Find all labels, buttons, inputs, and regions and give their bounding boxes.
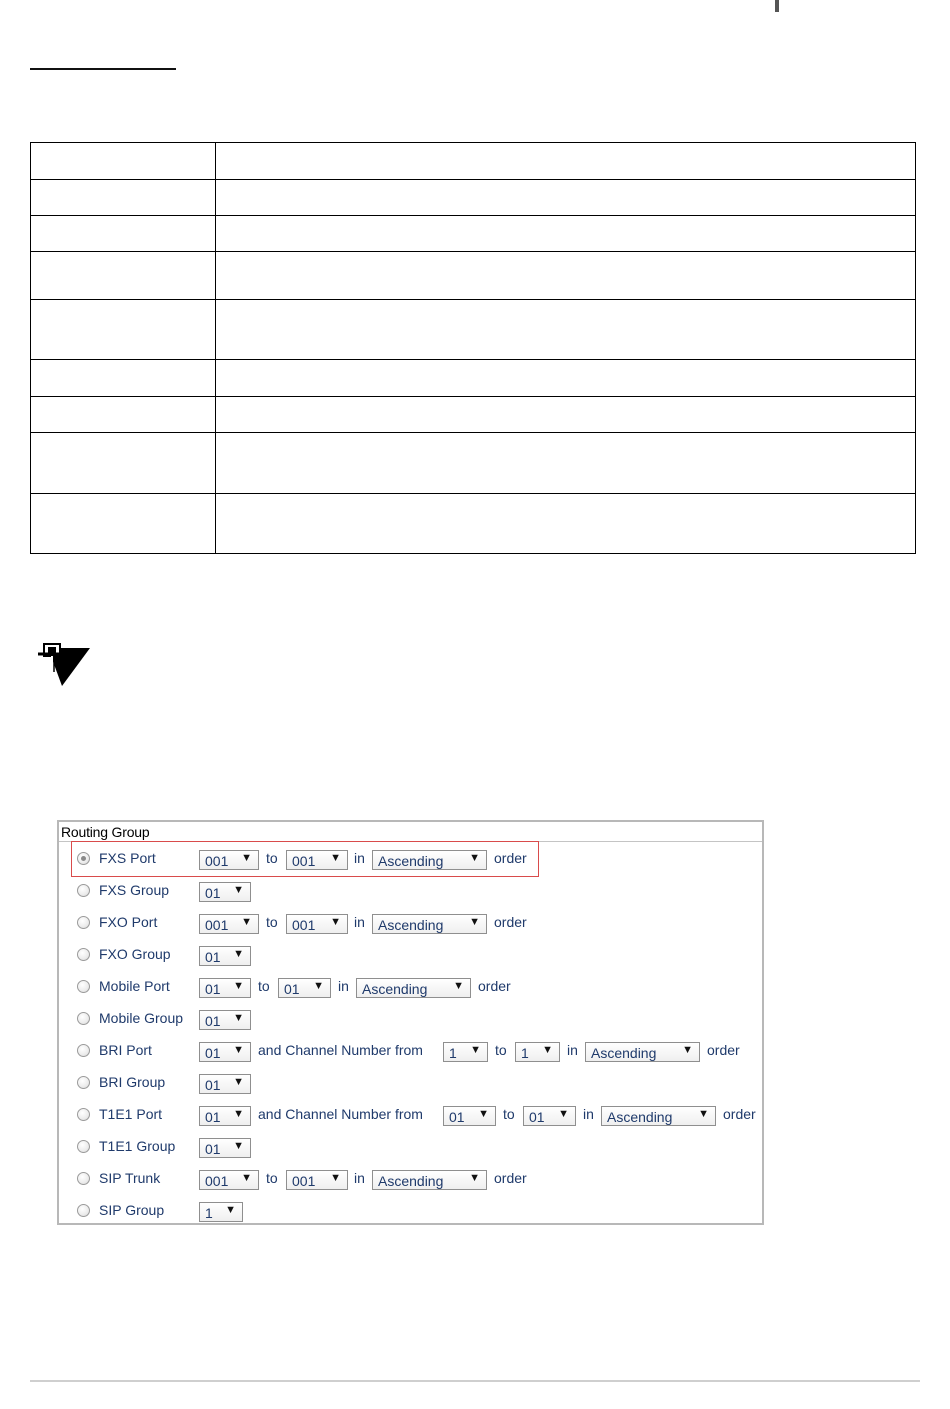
select-value: 001 xyxy=(205,917,229,933)
select-value: 01 xyxy=(205,1141,221,1157)
routing-option-bri-port xyxy=(59,1040,764,1064)
port-select[interactable] xyxy=(199,1042,251,1062)
triangle-down-icon: ▼ xyxy=(233,1108,244,1120)
select-value: 1 xyxy=(521,1045,529,1061)
group-select[interactable] xyxy=(199,1074,251,1094)
connector-text: in xyxy=(338,978,349,994)
triangle-down-icon: ▼ xyxy=(558,1108,569,1120)
select-value: Ascending xyxy=(607,1109,673,1125)
select-value: Ascending xyxy=(362,981,428,997)
channel-to-select[interactable] xyxy=(515,1042,560,1062)
table-cell xyxy=(216,300,916,360)
parameter-table xyxy=(30,142,916,554)
connector-text: in xyxy=(354,914,365,930)
routing-option-fxo-port xyxy=(59,912,764,936)
triangle-down-icon: ▼ xyxy=(241,1172,252,1184)
select-value: 01 xyxy=(205,1109,221,1125)
option-label: T1E1 Port xyxy=(99,1106,163,1122)
select-value: 01 xyxy=(205,1077,221,1093)
table-row xyxy=(31,397,916,433)
table-cell xyxy=(31,143,216,180)
triangle-down-icon: ▼ xyxy=(233,1044,244,1056)
connector-text: and Channel Number from xyxy=(258,1106,423,1122)
table-row xyxy=(31,252,916,300)
table-cell xyxy=(216,252,916,300)
routing-option-mobile-port xyxy=(59,976,764,1000)
table-cell xyxy=(216,180,916,216)
page-top-rule xyxy=(775,0,779,12)
option-label: BRI Group xyxy=(99,1074,166,1090)
connector-text: order xyxy=(494,850,527,866)
table-cell xyxy=(31,360,216,397)
select-value: 001 xyxy=(292,853,316,869)
table-cell xyxy=(31,180,216,216)
table-cell xyxy=(216,433,916,494)
heading-underline xyxy=(30,68,176,70)
from-select[interactable] xyxy=(199,1170,259,1190)
triangle-down-icon: ▼ xyxy=(470,1044,481,1056)
select-value: 01 xyxy=(205,885,221,901)
table-cell xyxy=(31,252,216,300)
triangle-down-icon: ▼ xyxy=(241,916,252,928)
connector-text: to xyxy=(266,1170,278,1186)
connector-text: in xyxy=(567,1042,578,1058)
channel-from-select[interactable] xyxy=(443,1106,496,1126)
routing-group-panel xyxy=(57,820,764,1225)
triangle-down-icon: ▼ xyxy=(233,1140,244,1152)
select-value: 01 xyxy=(449,1109,465,1125)
triangle-down-icon: ▼ xyxy=(542,1044,553,1056)
routing-option-sip-trunk xyxy=(59,1168,764,1192)
select-value: 01 xyxy=(205,1013,221,1029)
radio-button[interactable] xyxy=(77,1108,90,1121)
select-value: 01 xyxy=(529,1109,545,1125)
connector-text: in xyxy=(354,850,365,866)
radio-button[interactable] xyxy=(77,1012,90,1025)
to-select[interactable] xyxy=(286,1170,348,1190)
routing-option-sip-group xyxy=(59,1200,764,1224)
select-value: Ascending xyxy=(378,917,444,933)
order-select[interactable] xyxy=(585,1042,700,1062)
triangle-down-icon: ▼ xyxy=(682,1044,693,1056)
radio-button[interactable] xyxy=(77,884,90,897)
table-cell xyxy=(216,360,916,397)
triangle-down-icon: ▼ xyxy=(478,1108,489,1120)
from-select[interactable] xyxy=(199,978,251,998)
routing-option-t1e1-group xyxy=(59,1136,764,1160)
connector-text: order xyxy=(723,1106,756,1122)
radio-button[interactable] xyxy=(77,948,90,961)
triangle-down-icon: ▼ xyxy=(233,1012,244,1024)
select-value: 001 xyxy=(292,917,316,933)
radio-button[interactable] xyxy=(77,1076,90,1089)
table-row xyxy=(31,360,916,397)
select-value: 01 xyxy=(284,981,300,997)
order-select[interactable] xyxy=(372,914,487,934)
triangle-down-icon: ▼ xyxy=(233,1076,244,1088)
order-select[interactable] xyxy=(601,1106,716,1126)
triangle-down-icon: ▼ xyxy=(233,884,244,896)
radio-button[interactable] xyxy=(77,916,90,929)
select-value: 001 xyxy=(292,1173,316,1189)
option-label: Mobile Port xyxy=(99,978,170,994)
group-select[interactable] xyxy=(199,946,251,966)
triangle-down-icon: ▼ xyxy=(453,980,464,992)
select-value: 1 xyxy=(205,1205,213,1221)
connector-text: order xyxy=(707,1042,740,1058)
option-label: SIP Trunk xyxy=(99,1170,161,1186)
routing-option-fxo-group xyxy=(59,944,764,968)
option-label: BRI Port xyxy=(99,1042,152,1058)
triangle-down-icon: ▼ xyxy=(330,916,341,928)
select-value: 01 xyxy=(205,981,221,997)
table-cell xyxy=(31,397,216,433)
table-row xyxy=(31,216,916,252)
group-select[interactable] xyxy=(199,882,251,902)
panel-title: Routing Group xyxy=(61,824,150,840)
pushpin-note-icon xyxy=(36,642,90,686)
triangle-down-icon: ▼ xyxy=(313,980,324,992)
connector-text: to xyxy=(266,914,278,930)
triangle-down-icon: ▼ xyxy=(225,1204,236,1216)
table-row xyxy=(31,180,916,216)
connector-text: and Channel Number from xyxy=(258,1042,423,1058)
connector-text: to xyxy=(503,1106,515,1122)
connector-text: order xyxy=(478,978,511,994)
option-label: Mobile Group xyxy=(99,1010,184,1026)
routing-option-mobile-group xyxy=(59,1008,764,1032)
table-cell xyxy=(216,216,916,252)
from-select[interactable] xyxy=(199,914,259,934)
triangle-down-icon: ▼ xyxy=(469,852,480,864)
option-label: FXS Group xyxy=(99,882,170,898)
triangle-down-icon: ▼ xyxy=(233,948,244,960)
option-label: SIP Group xyxy=(99,1202,165,1218)
connector-text: order xyxy=(494,1170,527,1186)
select-value: 001 xyxy=(205,1173,229,1189)
option-label: FXS Port xyxy=(99,850,156,866)
order-select[interactable] xyxy=(372,1170,487,1190)
to-select[interactable] xyxy=(286,914,348,934)
connector-text: in xyxy=(583,1106,594,1122)
group-select[interactable] xyxy=(199,1010,251,1030)
table-row xyxy=(31,433,916,494)
radio-button[interactable] xyxy=(77,1204,90,1217)
group-select[interactable] xyxy=(199,1138,251,1158)
connector-text: order xyxy=(494,914,527,930)
table-row xyxy=(31,143,916,180)
order-select[interactable] xyxy=(372,850,487,870)
table-cell xyxy=(216,397,916,433)
connector-text: in xyxy=(354,1170,365,1186)
to-select[interactable] xyxy=(278,978,331,998)
triangle-down-icon: ▼ xyxy=(469,1172,480,1184)
table-cell xyxy=(216,494,916,554)
table-cell xyxy=(31,494,216,554)
connector-text: to xyxy=(266,850,278,866)
order-select[interactable] xyxy=(356,978,471,998)
connector-text: to xyxy=(258,978,270,994)
radio-button[interactable] xyxy=(77,1044,90,1057)
select-value: Ascending xyxy=(378,853,444,869)
option-label: T1E1 Group xyxy=(99,1138,176,1154)
table-cell xyxy=(31,433,216,494)
table-row xyxy=(31,494,916,554)
table-cell xyxy=(31,300,216,360)
radio-button[interactable] xyxy=(77,852,90,865)
option-label: FXO Group xyxy=(99,946,171,962)
routing-option-t1e1-port xyxy=(59,1104,764,1128)
table-cell xyxy=(216,143,916,180)
routing-option-bri-group xyxy=(59,1072,764,1096)
routing-option-fxs-port xyxy=(59,848,764,872)
routing-option-fxs-group xyxy=(59,880,764,904)
triangle-down-icon: ▼ xyxy=(469,916,480,928)
port-select[interactable] xyxy=(199,1106,251,1126)
select-value: 001 xyxy=(205,853,229,869)
from-select[interactable] xyxy=(199,850,259,870)
select-value: 01 xyxy=(205,1045,221,1061)
triangle-down-icon: ▼ xyxy=(698,1108,709,1120)
channel-to-select[interactable] xyxy=(523,1106,576,1126)
connector-text: to xyxy=(495,1042,507,1058)
triangle-down-icon: ▼ xyxy=(241,852,252,864)
radio-button[interactable] xyxy=(77,980,90,993)
table-row xyxy=(31,300,916,360)
triangle-down-icon: ▼ xyxy=(330,852,341,864)
table-cell xyxy=(31,216,216,252)
radio-button[interactable] xyxy=(77,1172,90,1185)
option-label: FXO Port xyxy=(99,914,158,930)
select-value: 01 xyxy=(205,949,221,965)
to-select[interactable] xyxy=(286,850,348,870)
radio-button[interactable] xyxy=(77,1140,90,1153)
triangle-down-icon: ▼ xyxy=(330,1172,341,1184)
triangle-down-icon: ▼ xyxy=(233,980,244,992)
footer-rule xyxy=(30,1380,920,1382)
select-value: Ascending xyxy=(378,1173,444,1189)
channel-from-select[interactable] xyxy=(443,1042,488,1062)
select-value: Ascending xyxy=(591,1045,657,1061)
select-value: 1 xyxy=(449,1045,457,1061)
group-select[interactable] xyxy=(199,1202,243,1222)
